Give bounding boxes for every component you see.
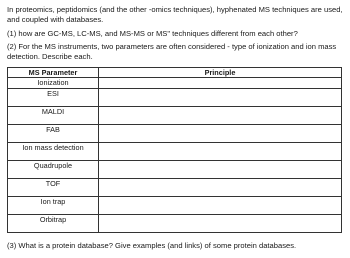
ms-parameter-table <box>7 67 342 233</box>
table-row <box>8 89 342 107</box>
principle-cell[interactable] <box>99 89 342 107</box>
principle-cell[interactable] <box>99 107 342 125</box>
table-row <box>8 143 342 161</box>
row-label-ion-mass-detection: Ion mass detection <box>8 143 99 161</box>
row-label-fab: FAB <box>8 125 99 143</box>
table-header-row <box>8 68 342 78</box>
table-row <box>8 161 342 179</box>
principle-cell[interactable] <box>99 179 342 197</box>
row-label-quadrupole: Quadrupole <box>8 161 99 179</box>
table-row <box>8 179 342 197</box>
row-label-esi: ESI <box>8 89 99 107</box>
table-row <box>8 125 342 143</box>
header-ms-parameter: MS Parameter <box>8 68 99 78</box>
question-2: (2) For the MS instruments, two parameters are often considered - type of ionization and ion mass detection. Describe each. <box>7 42 337 61</box>
row-label-maldi: MALDI <box>8 107 99 125</box>
principle-cell[interactable] <box>99 215 342 233</box>
intro-paragraph: In proteomics, peptidomics (and the other -omics techniques), hyphenated MS techniques are used, and coupled with databases. <box>7 5 343 24</box>
row-label-ion-trap: Ion trap <box>8 197 99 215</box>
question-1: (1) how are GC-MS, LC-MS, and MS-MS or MS" techniques different from each other? <box>7 29 298 38</box>
header-principle: Principle <box>99 68 342 78</box>
row-label-orbitrap: Orbitrap <box>8 215 99 233</box>
table-row <box>8 78 342 89</box>
principle-cell[interactable] <box>99 78 342 89</box>
row-label-tof: TOF <box>8 179 99 197</box>
principle-cell[interactable] <box>99 161 342 179</box>
row-label-ionization: Ionization <box>8 78 99 89</box>
table-row <box>8 215 342 233</box>
question-3: (3) What is a protein database? Give examples (and links) of some protein databases. <box>7 241 297 250</box>
table-row <box>8 107 342 125</box>
principle-cell[interactable] <box>99 125 342 143</box>
principle-cell[interactable] <box>99 197 342 215</box>
principle-cell[interactable] <box>99 143 342 161</box>
table-row <box>8 197 342 215</box>
